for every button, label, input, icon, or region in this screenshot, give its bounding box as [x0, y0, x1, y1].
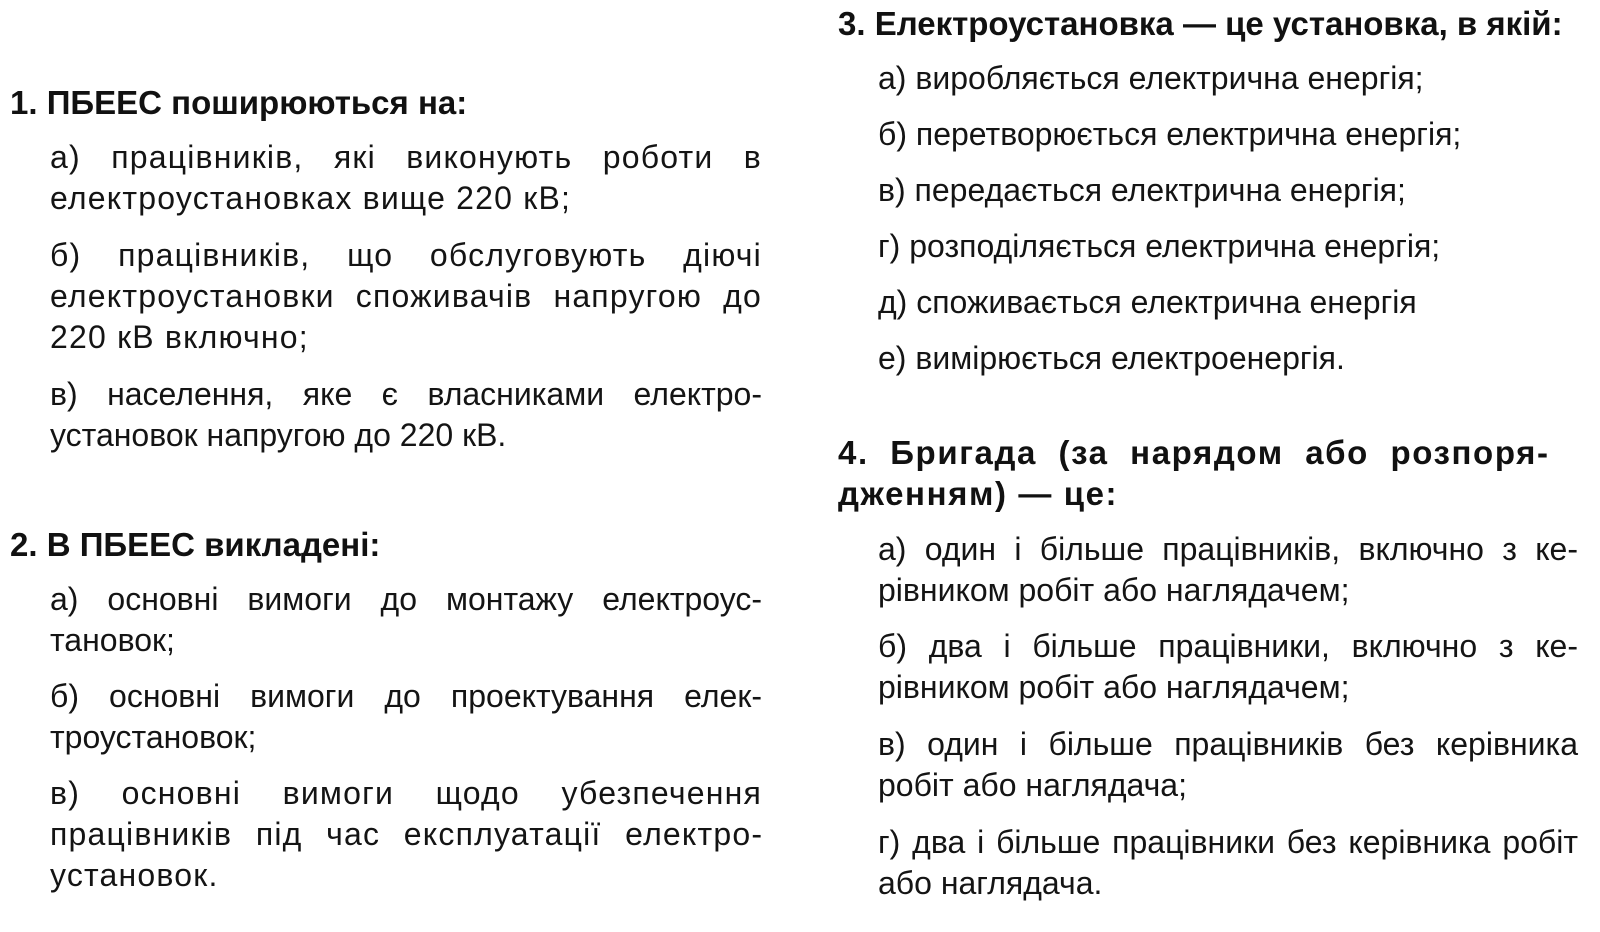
question-3-option-e: д) споживається електрична енергія — [878, 284, 1417, 320]
question-3-option-c: в) передається електрична енергія; — [878, 172, 1406, 208]
question-3-option-f: е) вимірюється електроенергія. — [878, 340, 1345, 376]
question-1-option-b: б) працівників, що обслуговують діючі електроустановки споживачів напругою до 220 кВ включно; — [50, 237, 762, 355]
question-4-option-a: а) один і більше працівників, включно з керівником робіт або наглядачем; — [878, 531, 1578, 608]
question-1-option-a: а) працівників, які виконують роботи в електроустановках вище 220 кВ; — [50, 139, 762, 216]
question-3-option-d: г) розподіляється електрична енергія; — [878, 228, 1441, 264]
question-3-option-b: б) перетворюється електрична енергія; — [878, 116, 1462, 152]
question-2-option-c: в) основні вимоги щодо убезпечення працівників під час експлуатації електроустановок. — [50, 775, 762, 893]
question-4-option-c: в) один і більше працівників без керівника робіт або наглядача; — [878, 726, 1578, 803]
question-2-option-b: б) основні вимоги до проектування електроустановок; — [50, 678, 762, 755]
question-3-option-a: а) виробляється електрична енергія; — [878, 60, 1424, 96]
question-3-title: 3. Електроустановка — це установка, в якій: — [838, 5, 1563, 42]
question-1-option-c: в) населення, яке є власниками електроустановок напругою до 220 кВ. — [50, 376, 762, 453]
question-4-option-d: г) два і більше працівники без керівника робіт або наглядача. — [878, 824, 1578, 901]
question-4-option-b: б) два і більше працівники, включно з керівником робіт або наглядачем; — [878, 628, 1578, 705]
question-2-option-a: а) основні вимоги до монтажу електроустановок; — [50, 581, 762, 658]
question-4-title: 4. Бригада (за нарядом або розпорядженням) — це: — [838, 434, 1548, 512]
question-2-title: 2. В ПБЕЕС викладені: — [10, 526, 381, 563]
question-1-title: 1. ПБЕЕС поширюються на: — [10, 84, 468, 121]
